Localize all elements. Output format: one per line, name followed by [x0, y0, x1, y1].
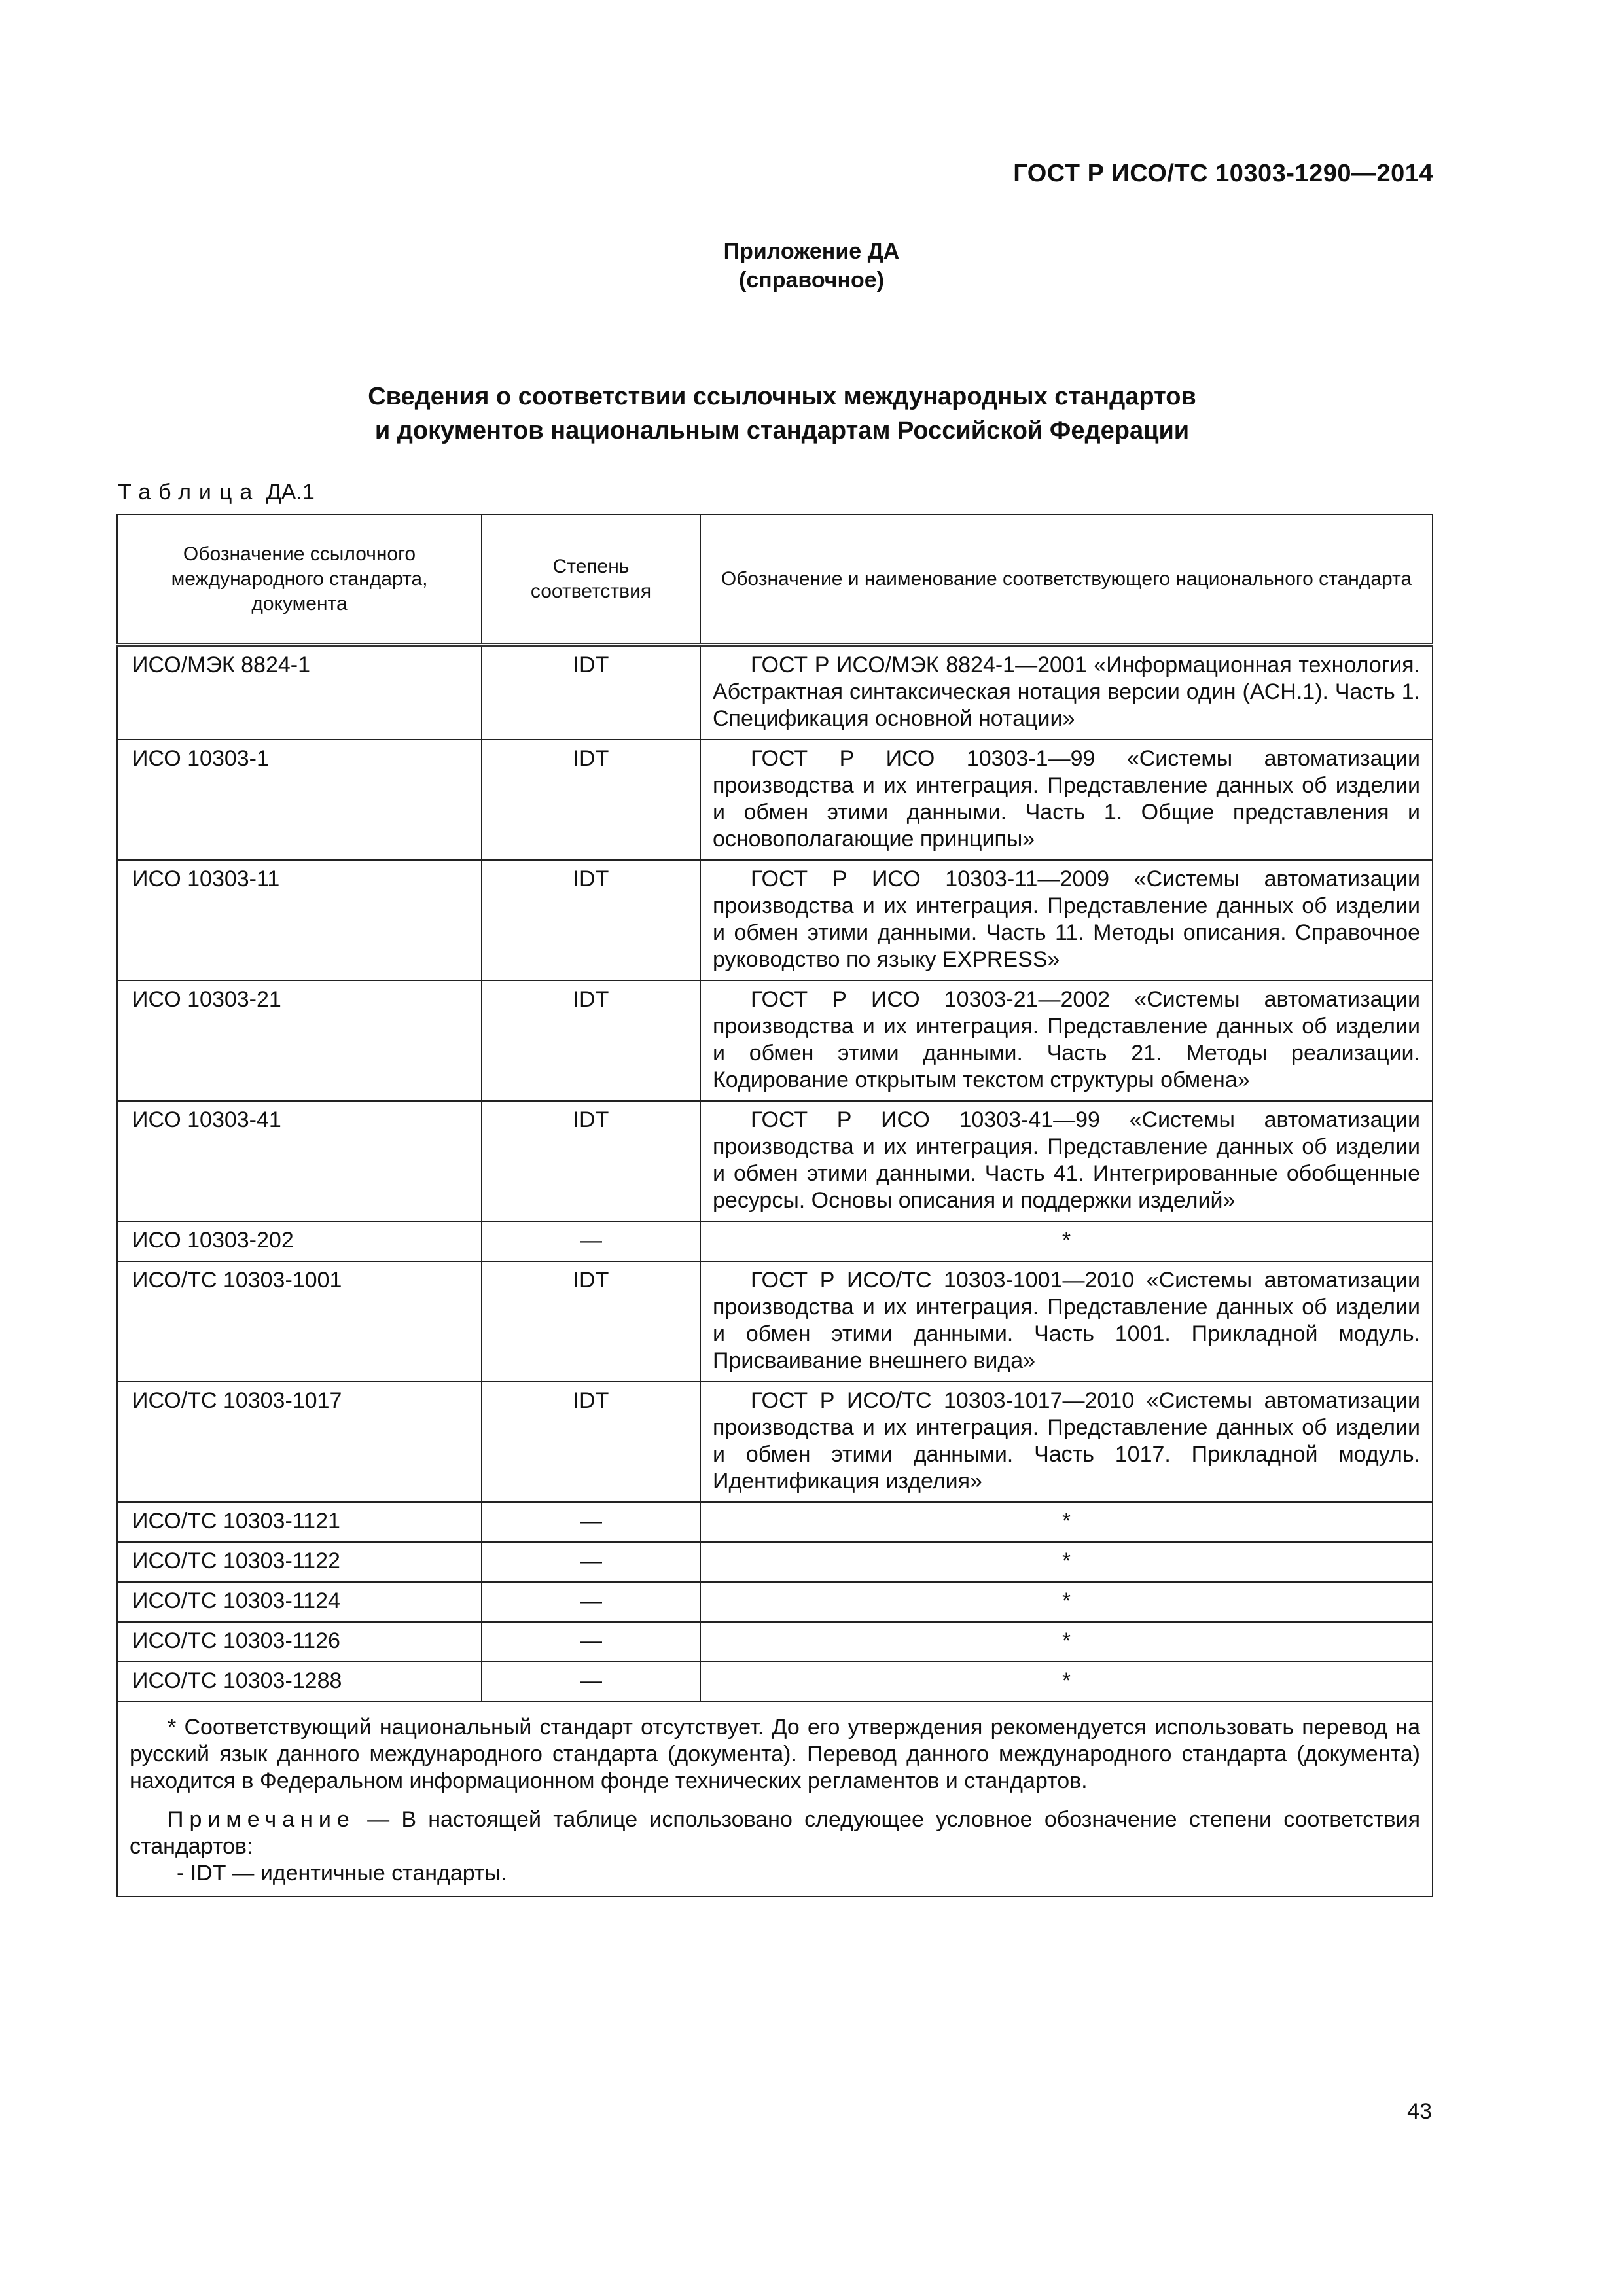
- cell-ref: ИСО/ТС 10303-1288: [117, 1662, 482, 1702]
- note-label: Примечание: [168, 1807, 355, 1832]
- header-degree: Степень соответствия: [482, 514, 700, 645]
- appendix-heading: [0, 237, 1623, 295]
- table-row: [117, 1582, 1433, 1622]
- cell-national: *: [700, 1542, 1433, 1582]
- table-caption-number: ДА.1: [266, 480, 315, 505]
- note-item: - IDT — идентичные стандарты.: [177, 1861, 507, 1886]
- cell-degree: —: [482, 1502, 700, 1542]
- cell-national: *: [700, 1622, 1433, 1662]
- table-note: [130, 1806, 1420, 1860]
- table-row: [117, 1261, 1433, 1382]
- note-text: — В настоящей таблице использовано следующее условное обозначение степени соответствия стандартов:: [130, 1807, 1420, 1859]
- cell-national: [700, 860, 1433, 980]
- cell-degree: —: [482, 1582, 700, 1622]
- table-row: [117, 1101, 1433, 1221]
- cell-degree: IDT: [482, 980, 700, 1101]
- cell-degree: —: [482, 1662, 700, 1702]
- cell-degree: IDT: [482, 1101, 700, 1221]
- cell-national-text: ГОСТ Р ИСО 10303-1—99 «Системы автоматизации производства и их интеграция. Представление данных об изделии и обмен этими данными. Часть 1. Общие представления и основополагающие принципы»: [713, 746, 1420, 852]
- table-row: [117, 1542, 1433, 1582]
- appendix-subtitle: (справочное): [738, 268, 885, 293]
- cell-national: [700, 980, 1433, 1101]
- cell-national: *: [700, 1662, 1433, 1702]
- table-row: [117, 980, 1433, 1101]
- cell-national-text: ГОСТ Р ИСО 10303-41—99 «Системы автоматизации производства и их интеграция. Представление данных об изделии и обмен этими данными. Часть 41. Интегрированные обобщенные ресурсы. Основы описания и поддержки изделий»: [713, 1107, 1420, 1213]
- cell-national: [700, 1382, 1433, 1502]
- cell-degree: IDT: [482, 740, 700, 860]
- table-caption-word: Таблица: [118, 480, 260, 505]
- cell-degree: IDT: [482, 1261, 700, 1382]
- cell-national-text: ГОСТ Р ИСО/ТС 10303-1017—2010 «Системы автоматизации производства и их интеграция. Представление данных об изделии и обмен этими данными. Часть 1017. Прикладной модуль. Идентификация изделия»: [713, 1388, 1420, 1494]
- table-row: [117, 1622, 1433, 1662]
- cell-ref: ИСО/ТС 10303-1122: [117, 1542, 482, 1582]
- document-title: [0, 380, 1564, 448]
- cell-ref: ИСО 10303-11: [117, 860, 482, 980]
- cell-ref: ИСО 10303-41: [117, 1101, 482, 1221]
- cell-ref: ИСО/МЭК 8824-1: [117, 645, 482, 740]
- table-row: [117, 1502, 1433, 1542]
- cell-degree: —: [482, 1221, 700, 1261]
- header-ref-standard: Обозначение ссылочного международного стандарта, документа: [117, 514, 482, 645]
- table-caption: [118, 480, 315, 505]
- appendix-title: Приложение ДА: [723, 239, 900, 264]
- footnote-text: * Соответствующий национальный стандарт отсутствует. До его утверждения рекомендуется использовать перевод на русский язык данного международного стандарта (документа). Перевод данного международного стандарта (документа) находится в Федеральном информационном фонде технических регламентов и стандартов.: [130, 1715, 1420, 1793]
- cell-ref: ИСО/ТС 10303-1126: [117, 1622, 482, 1662]
- cell-national-text: ГОСТ Р ИСО/ТС 10303-1001—2010 «Системы автоматизации производства и их интеграция. Представление данных об изделии и обмен этими данными. Часть 1001. Прикладной модуль. Присваивание внешнего вида»: [713, 1268, 1420, 1373]
- correspondence-table: [116, 514, 1433, 1897]
- document-title-line-2: и документов национальным стандартам Российской Федерации: [374, 417, 1190, 444]
- header-national-standard: Обозначение и наименование соответствующего национального стандарта: [700, 514, 1433, 645]
- cell-national: [700, 645, 1433, 740]
- cell-ref: ИСО 10303-21: [117, 980, 482, 1101]
- table-footnote: [117, 1702, 1433, 1897]
- cell-degree: IDT: [482, 1382, 700, 1502]
- cell-national-text: ГОСТ Р ИСО 10303-11—2009 «Системы автоматизации производства и их интеграция. Представление данных об изделии и обмен этими данными. Часть 11. Методы описания. Справочное руководство по языку EXPRESS»: [713, 867, 1420, 972]
- cell-degree: —: [482, 1542, 700, 1582]
- cell-national: *: [700, 1221, 1433, 1261]
- cell-ref: ИСО/ТС 10303-1121: [117, 1502, 482, 1542]
- table-header-row: [117, 514, 1433, 645]
- table-row: [117, 860, 1433, 980]
- table-row: [117, 1382, 1433, 1502]
- cell-ref: ИСО/ТС 10303-1017: [117, 1382, 482, 1502]
- cell-degree: IDT: [482, 860, 700, 980]
- table-row: [117, 740, 1433, 860]
- cell-national-text: ГОСТ Р ИСО 10303-21—2002 «Системы автоматизации производства и их интеграция. Представление данных об изделии и обмен этими данными. Часть 21. Методы реализации. Кодирование открытым текстом структуры обмена»: [713, 987, 1420, 1092]
- table-row: [117, 645, 1433, 740]
- cell-national: *: [700, 1582, 1433, 1622]
- cell-degree: —: [482, 1622, 700, 1662]
- cell-degree: IDT: [482, 645, 700, 740]
- table-row: [117, 1221, 1433, 1261]
- cell-ref: ИСО/ТС 10303-1124: [117, 1582, 482, 1622]
- table-footnote-row: [117, 1702, 1433, 1897]
- cell-national: [700, 1101, 1433, 1221]
- cell-ref: ИСО/ТС 10303-1001: [117, 1261, 482, 1382]
- cell-national-text: ГОСТ Р ИСО/МЭК 8824-1—2001 «Информационная технология. Абстрактная синтаксическая нотация версии один (АСН.1). Часть 1. Спецификация основной нотации»: [713, 653, 1420, 731]
- cell-ref: ИСО 10303-202: [117, 1221, 482, 1261]
- page-number: 43: [1407, 2099, 1432, 2124]
- standard-code: ГОСТ Р ИСО/ТС 10303-1290—2014: [1013, 160, 1433, 187]
- cell-ref: ИСО 10303-1: [117, 740, 482, 860]
- cell-national: [700, 1261, 1433, 1382]
- table-row: [117, 1662, 1433, 1702]
- cell-national: *: [700, 1502, 1433, 1542]
- cell-national: [700, 740, 1433, 860]
- document-title-line-1: Сведения о соответствии ссылочных международных стандартов: [368, 383, 1196, 410]
